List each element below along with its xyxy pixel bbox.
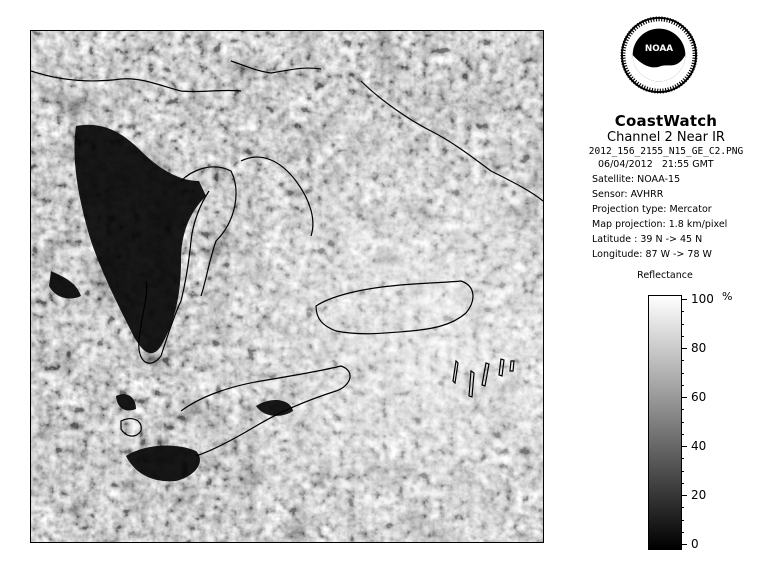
file-name: 2012_156_2155_N15_GE_C2.PNG bbox=[588, 146, 744, 157]
logo-text: NOAA bbox=[644, 44, 674, 55]
colorbar-tick bbox=[681, 299, 687, 300]
product-title: CoastWatch bbox=[614, 112, 718, 130]
colorbar-tick bbox=[681, 348, 687, 349]
colorbar-minor-tick bbox=[681, 532, 684, 533]
map-projection-line: Map projection: 1.8 km/pixel bbox=[592, 219, 728, 230]
colorbar-unit: % bbox=[722, 290, 733, 303]
channel-name: Channel 2 Near IR bbox=[607, 130, 725, 145]
colorbar-tick bbox=[681, 446, 687, 447]
colorbar-tick-label: 20 bbox=[691, 488, 707, 502]
date-time bbox=[592, 157, 772, 172]
colorbar-minor-tick bbox=[681, 520, 684, 521]
colorbar-minor-tick bbox=[681, 422, 684, 423]
noaa-logo bbox=[620, 16, 698, 94]
latitude-line: Latitude : 39 N -> 45 N bbox=[592, 234, 703, 245]
colorbar-minor-tick bbox=[681, 507, 684, 508]
colorbar-tick bbox=[681, 544, 687, 545]
colorbar-ticks bbox=[681, 292, 741, 551]
colorbar-minor-tick bbox=[681, 336, 684, 337]
colorbar-tick-label: 0 bbox=[691, 537, 699, 551]
reflectance-map bbox=[31, 31, 543, 542]
colorbar-minor-tick bbox=[681, 360, 684, 361]
satellite-image bbox=[30, 30, 544, 543]
colorbar-minor-tick bbox=[681, 385, 684, 386]
colorbar-minor-tick bbox=[681, 434, 684, 435]
info-panel bbox=[560, 112, 772, 262]
colorbar-tick-label: 100 bbox=[691, 292, 714, 306]
metadata-list bbox=[592, 157, 772, 262]
colorbar-title: Reflectance bbox=[637, 270, 693, 281]
sensor-line: Sensor: AVHRR bbox=[592, 189, 664, 200]
colorbar-minor-tick bbox=[681, 471, 684, 472]
longitude-line: Longitude: 87 W -> 78 W bbox=[592, 249, 712, 260]
colorbar-minor-tick bbox=[681, 409, 684, 410]
colorbar bbox=[648, 295, 682, 550]
colorbar-minor-tick bbox=[681, 373, 684, 374]
colorbar-minor-tick bbox=[681, 324, 684, 325]
colorbar-minor-tick bbox=[681, 311, 684, 312]
colorbar-tick bbox=[681, 495, 687, 496]
colorbar-minor-tick bbox=[681, 458, 684, 459]
colorbar-tick-label: 80 bbox=[691, 341, 707, 355]
satellite-line: Satellite: NOAA-15 bbox=[592, 174, 681, 185]
projection-type-line: Projection type: Mercator bbox=[592, 204, 712, 215]
colorbar-tick bbox=[681, 397, 687, 398]
colorbar-tick-label: 40 bbox=[691, 439, 707, 453]
colorbar-tick-label: 60 bbox=[691, 390, 707, 404]
colorbar-minor-tick bbox=[681, 483, 684, 484]
date-value: 06/04/2012 bbox=[598, 159, 653, 170]
time-value: 21:55 GMT bbox=[661, 159, 714, 170]
